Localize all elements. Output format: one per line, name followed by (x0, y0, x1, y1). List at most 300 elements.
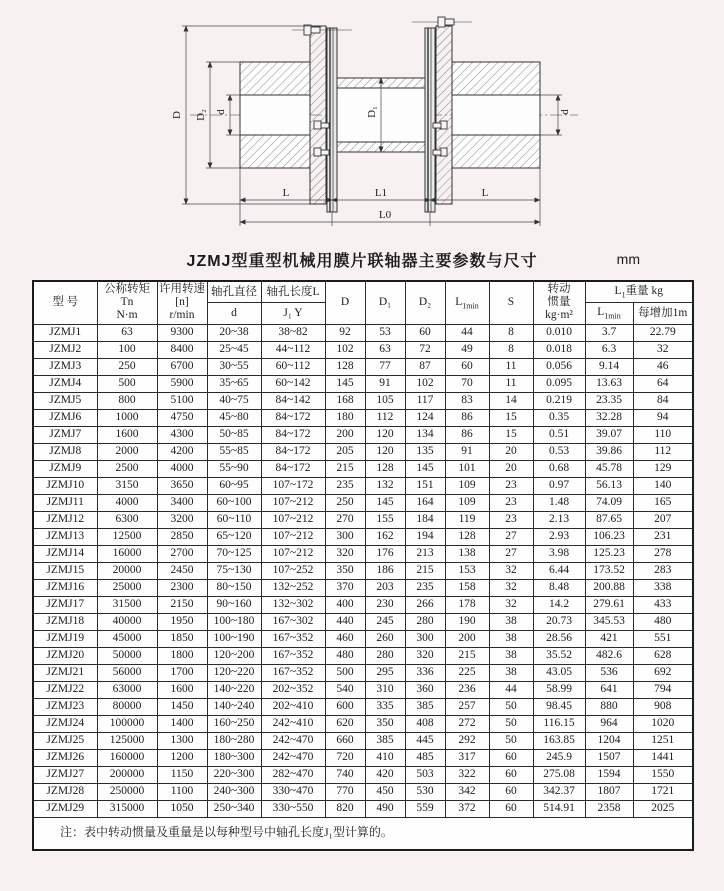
cell: JZMJ29 (33, 800, 97, 817)
cell: JZMJ17 (33, 596, 97, 613)
cell: 32 (489, 562, 533, 579)
cell: JZMJ20 (33, 647, 97, 664)
cell: 1441 (633, 749, 693, 766)
cell: 280 (405, 613, 445, 630)
cell: 330~470 (261, 783, 325, 800)
cell: 92 (325, 324, 365, 341)
cell: 155 (365, 511, 405, 528)
cell: 102 (325, 341, 365, 358)
right-flange (436, 26, 452, 204)
cell: 60 (489, 749, 533, 766)
cell: 25~45 (207, 341, 261, 358)
cell: 14 (489, 392, 533, 409)
cell: JZMJ14 (33, 545, 97, 562)
cell: 98.45 (533, 698, 585, 715)
cell: 145 (365, 494, 405, 511)
cell: 480 (633, 613, 693, 630)
cell: 105 (365, 392, 405, 409)
cell: 250 (325, 494, 365, 511)
cell: 342.37 (533, 783, 585, 800)
cell: 330~550 (261, 800, 325, 817)
cell: 2.13 (533, 511, 585, 528)
cell: 87.65 (585, 511, 633, 528)
cell: 200000 (97, 766, 157, 783)
cell: 235 (405, 579, 445, 596)
cell: 128 (365, 460, 405, 477)
dim-label-L0: L0 (378, 209, 392, 221)
cell: 72 (405, 341, 445, 358)
cell: 1200 (157, 749, 207, 766)
cell: 1300 (157, 732, 207, 749)
cell: 91 (445, 443, 489, 460)
cell: 120~200 (207, 647, 261, 664)
cell: 230 (365, 596, 405, 613)
cell: 2850 (157, 528, 207, 545)
cell: 1100 (157, 783, 207, 800)
cell: 129 (633, 460, 693, 477)
table-row (33, 630, 693, 647)
cell: 794 (633, 681, 693, 698)
header-d: d (207, 303, 261, 324)
cell: 202~410 (261, 698, 325, 715)
cell: 58.99 (533, 681, 585, 698)
cell: JZMJ2 (33, 341, 97, 358)
cell: 4000 (157, 460, 207, 477)
cell: 317 (445, 749, 489, 766)
cell: 20000 (97, 562, 157, 579)
cell: 200 (325, 426, 365, 443)
cell: 11 (489, 358, 533, 375)
table-row (33, 426, 693, 443)
cell: 207 (633, 511, 693, 528)
cell: 50~85 (207, 426, 261, 443)
cell: 102 (405, 375, 445, 392)
cell: 250 (97, 358, 157, 375)
cell: 165 (633, 494, 693, 511)
unit-label: mm (616, 251, 640, 267)
table-row (33, 324, 693, 341)
cell: 45000 (97, 630, 157, 647)
cell: 184 (405, 511, 445, 528)
cell: 132~252 (261, 579, 325, 596)
cell: JZMJ11 (33, 494, 97, 511)
page-title: JZMJ型重型机械用膜片联轴器主要参数与尺寸 (186, 253, 538, 270)
cell: 50 (489, 698, 533, 715)
cell: 283 (633, 562, 693, 579)
cell: 120~220 (207, 664, 261, 681)
table-row (33, 375, 693, 392)
cell: 60 (445, 358, 489, 375)
cell: 38 (489, 630, 533, 647)
cell: 153 (445, 562, 489, 579)
cell: 236 (445, 681, 489, 698)
cell: 120 (365, 443, 405, 460)
cell: 107~212 (261, 511, 325, 528)
cell: 964 (585, 715, 633, 732)
table-body (33, 324, 693, 817)
cell: 1251 (633, 732, 693, 749)
cell: 50 (489, 732, 533, 749)
cell: 90~160 (207, 596, 261, 613)
table-row (33, 613, 693, 630)
cell: 292 (445, 732, 489, 749)
cell: 350 (365, 715, 405, 732)
cell: 158 (445, 579, 489, 596)
cell: 485 (405, 749, 445, 766)
cell: 641 (585, 681, 633, 698)
cell: 278 (633, 545, 693, 562)
cell: 400 (325, 596, 365, 613)
cell: 450 (365, 783, 405, 800)
dim-label-L1: L1 (374, 187, 388, 199)
header-L1min: $L_{1min}$ (445, 281, 489, 324)
cell: 20 (489, 460, 533, 477)
cell: 6.3 (585, 341, 633, 358)
cell: 135 (405, 443, 445, 460)
cell: JZMJ25 (33, 732, 97, 749)
cell: 44 (445, 324, 489, 341)
dim-label-D: D (171, 111, 183, 119)
cell: 1800 (157, 647, 207, 664)
cell: 60~110 (207, 511, 261, 528)
cell: 215 (325, 460, 365, 477)
cell: 300 (405, 630, 445, 647)
table-header (33, 281, 693, 324)
cell: 360 (405, 681, 445, 698)
table-row (33, 647, 693, 664)
cell: 908 (633, 698, 693, 715)
cell: 27 (489, 528, 533, 545)
cell: 56.13 (585, 477, 633, 494)
cell: 9.14 (585, 358, 633, 375)
cell: 231 (633, 528, 693, 545)
cell: 163.85 (533, 732, 585, 749)
cell: 257 (445, 698, 489, 715)
cell: 770 (325, 783, 365, 800)
cell: 1150 (157, 766, 207, 783)
cell: 540 (325, 681, 365, 698)
cell: JZMJ23 (33, 698, 97, 715)
cell: 310 (365, 681, 405, 698)
coupling-drawing-svg (0, 0, 724, 238)
cell: 500 (325, 664, 365, 681)
cell: 132~302 (261, 596, 325, 613)
table-row (33, 511, 693, 528)
cell: 50 (489, 715, 533, 732)
cell: 53 (365, 324, 405, 341)
left-hub (240, 62, 310, 168)
header-inertia: 转动 惯量 kg·m² (533, 281, 585, 324)
cell: 2025 (633, 800, 693, 817)
cell: 350 (325, 562, 365, 579)
header-speed: 许用转速 [n] r/min (157, 281, 207, 324)
cell: 266 (405, 596, 445, 613)
cell: 2358 (585, 800, 633, 817)
cell: 112 (365, 409, 405, 426)
cell: 38 (489, 613, 533, 630)
cell: 60 (405, 324, 445, 341)
cell: 1600 (157, 681, 207, 698)
cell: 125000 (97, 732, 157, 749)
header-torque: 公称转矩 Tn N·m (97, 281, 157, 324)
cell: 1400 (157, 715, 207, 732)
cell: 242~470 (261, 749, 325, 766)
header-bore-length: 轴孔长度L (261, 281, 325, 303)
cell: 140~220 (207, 681, 261, 698)
cell: 559 (405, 800, 445, 817)
cell: 1.48 (533, 494, 585, 511)
cell: 2300 (157, 579, 207, 596)
dim-label-L-right: L (481, 187, 489, 199)
cell: JZMJ6 (33, 409, 97, 426)
cell: 151 (405, 477, 445, 494)
table-row (33, 664, 693, 681)
cell: JZMJ22 (33, 681, 97, 698)
cell: 250000 (97, 783, 157, 800)
cell: 180~280 (207, 732, 261, 749)
cell: 279.61 (585, 596, 633, 613)
cell: 145 (405, 460, 445, 477)
cell: JZMJ4 (33, 375, 97, 392)
cell: 205 (325, 443, 365, 460)
cell: 4200 (157, 443, 207, 460)
cell: 145 (325, 375, 365, 392)
cell: 60~142 (261, 375, 325, 392)
cell: 100 (97, 341, 157, 358)
cell: 440 (325, 613, 365, 630)
cell: 320 (405, 647, 445, 664)
cell: 6300 (97, 511, 157, 528)
cell: 320 (325, 545, 365, 562)
cell: 60 (489, 766, 533, 783)
cell: 75~130 (207, 562, 261, 579)
cell: 109 (445, 477, 489, 494)
cell: 23 (489, 494, 533, 511)
cell: 186 (365, 562, 405, 579)
cell: 40000 (97, 613, 157, 630)
cell: 167~352 (261, 664, 325, 681)
cell: 138 (445, 545, 489, 562)
table-row (33, 596, 693, 613)
cell: 65~120 (207, 528, 261, 545)
cell: 160~250 (207, 715, 261, 732)
cell: 3.7 (585, 324, 633, 341)
cell: 0.35 (533, 409, 585, 426)
cell: 32 (633, 341, 693, 358)
cell: 128 (325, 358, 365, 375)
cell: 91 (365, 375, 405, 392)
cell: 1550 (633, 766, 693, 783)
cell: 164 (405, 494, 445, 511)
header-model: 型 号 (33, 281, 97, 324)
cell: 112 (633, 443, 693, 460)
cell: 242~470 (261, 732, 325, 749)
cell: 94 (633, 409, 693, 426)
cell: 245.9 (533, 749, 585, 766)
cell: 3650 (157, 477, 207, 494)
table-row (33, 392, 693, 409)
cell: 880 (585, 698, 633, 715)
cell: 15 (489, 426, 533, 443)
cell: 460 (325, 630, 365, 647)
cell: 740 (325, 766, 365, 783)
cell: 270 (325, 511, 365, 528)
cell: 100000 (97, 715, 157, 732)
right-membrane-pack (425, 28, 435, 212)
cell: 0.219 (533, 392, 585, 409)
table-row (33, 749, 693, 766)
cell: 23 (489, 477, 533, 494)
cell: 101 (445, 460, 489, 477)
cell: 63 (365, 341, 405, 358)
cell: 628 (633, 647, 693, 664)
cell: 3200 (157, 511, 207, 528)
cell: 84~142 (261, 392, 325, 409)
table-row (33, 783, 693, 800)
cell: 55~90 (207, 460, 261, 477)
cell: 44~112 (261, 341, 325, 358)
cell: 32 (489, 579, 533, 596)
title-row (32, 248, 692, 274)
cell: JZMJ16 (33, 579, 97, 596)
cell: 134 (405, 426, 445, 443)
table-row (33, 358, 693, 375)
cell: 338 (633, 579, 693, 596)
dim-label-D2: D₂ (195, 109, 207, 121)
cell: 83 (445, 392, 489, 409)
cell: 84 (633, 392, 693, 409)
cell: 0.095 (533, 375, 585, 392)
table-row (33, 681, 693, 698)
cell: 6.44 (533, 562, 585, 579)
left-flange (310, 26, 326, 204)
cell: 32.28 (585, 409, 633, 426)
cell: 38 (489, 647, 533, 664)
cell: 116.15 (533, 715, 585, 732)
cell: 190 (445, 613, 489, 630)
table-row (33, 698, 693, 715)
cell: 160000 (97, 749, 157, 766)
cell: 4000 (97, 494, 157, 511)
cell: JZMJ21 (33, 664, 97, 681)
cell: 490 (365, 800, 405, 817)
cell: 1850 (157, 630, 207, 647)
cell: 482.6 (585, 647, 633, 664)
cell: 385 (365, 732, 405, 749)
cell: 32 (489, 596, 533, 613)
header-D1: D₁ (365, 281, 405, 324)
cell: 1507 (585, 749, 633, 766)
cell: 125.23 (585, 545, 633, 562)
cell: 2500 (97, 460, 157, 477)
cell: 84~172 (261, 409, 325, 426)
table-row (33, 732, 693, 749)
cell: 530 (405, 783, 445, 800)
cell: 16000 (97, 545, 157, 562)
cell: 178 (445, 596, 489, 613)
cell: 162 (365, 528, 405, 545)
cell: JZMJ8 (33, 443, 97, 460)
cell: 0.97 (533, 477, 585, 494)
cell: 202~352 (261, 681, 325, 698)
cell: 180 (325, 409, 365, 426)
cell: 536 (585, 664, 633, 681)
cell: 0.53 (533, 443, 585, 460)
cell: 0.51 (533, 426, 585, 443)
cell: 107~252 (261, 562, 325, 579)
cell: JZMJ24 (33, 715, 97, 732)
cell: 213 (405, 545, 445, 562)
dim-label-d-left: d (215, 109, 227, 115)
cell: 74.09 (585, 494, 633, 511)
cell: 250~340 (207, 800, 261, 817)
cell: 63000 (97, 681, 157, 698)
cell: 1950 (157, 613, 207, 630)
table-row (33, 460, 693, 477)
cell: 5900 (157, 375, 207, 392)
cell: 3150 (97, 477, 157, 494)
cell: 2000 (97, 443, 157, 460)
cell: 1000 (97, 409, 157, 426)
cell: 500 (97, 375, 157, 392)
cell: 84~172 (261, 443, 325, 460)
header-D2: D₂ (405, 281, 445, 324)
cell: 70~125 (207, 545, 261, 562)
cell: 80~150 (207, 579, 261, 596)
cell: 120 (365, 426, 405, 443)
cell: 167~302 (261, 613, 325, 630)
cell: JZMJ3 (33, 358, 97, 375)
cell: 63 (97, 324, 157, 341)
cell: 345.53 (585, 613, 633, 630)
cell: 9300 (157, 324, 207, 341)
cell: 300 (325, 528, 365, 545)
cell: JZMJ12 (33, 511, 97, 528)
cell: 370 (325, 579, 365, 596)
cell: 620 (325, 715, 365, 732)
cell: 60 (489, 783, 533, 800)
table-row (33, 800, 693, 817)
cell: JZMJ26 (33, 749, 97, 766)
cell: 240~300 (207, 783, 261, 800)
table-row (33, 715, 693, 732)
cell: 38 (489, 664, 533, 681)
table-row (33, 579, 693, 596)
cell: 335 (365, 698, 405, 715)
dim-label-D1: D₁ (366, 106, 378, 118)
cell: 84~172 (261, 460, 325, 477)
cell: 27 (489, 545, 533, 562)
cell: JZMJ18 (33, 613, 97, 630)
cell: 55~85 (207, 443, 261, 460)
cell: 1204 (585, 732, 633, 749)
footnote: 注：表中转动惯量及重量是以每种型号中轴孔长度J₁型计算的。 (33, 817, 693, 850)
cell: 110 (633, 426, 693, 443)
cell: 60 (489, 800, 533, 817)
cell: 60~112 (261, 358, 325, 375)
cell: 4750 (157, 409, 207, 426)
cell: JZMJ27 (33, 766, 97, 783)
header-weight-group: $L_1$重量 kg (585, 281, 693, 303)
cell: 272 (445, 715, 489, 732)
cell: 176 (365, 545, 405, 562)
table-row (33, 443, 693, 460)
cell: 49 (445, 341, 489, 358)
cell: 1600 (97, 426, 157, 443)
cell: JZMJ5 (33, 392, 97, 409)
cell: 80000 (97, 698, 157, 715)
cell: 84~172 (261, 426, 325, 443)
